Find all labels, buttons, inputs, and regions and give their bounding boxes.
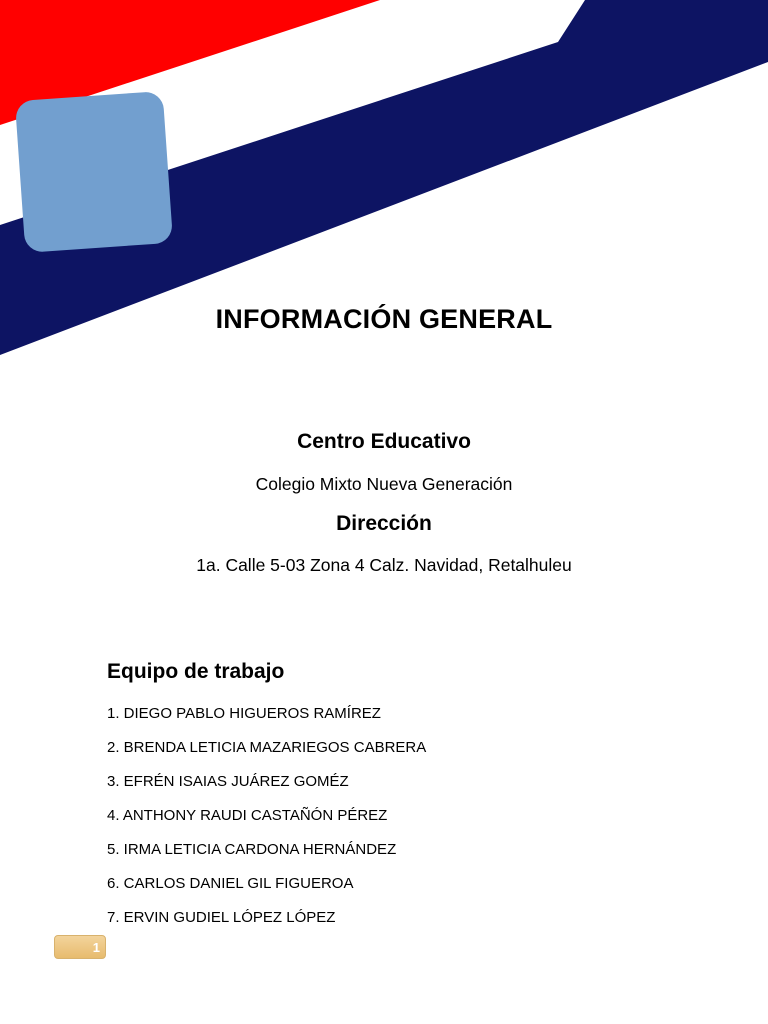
team-member-item: 4. ANTHONY RAUDI CASTAÑÓN PÉREZ (107, 807, 388, 824)
centro-educativo-name: Colegio Mixto Nueva Generación (255, 474, 513, 494)
centro-educativo-heading: Centro Educativo (297, 430, 471, 453)
equipo-heading: Equipo de trabajo (107, 660, 285, 683)
team-member-item: 2. BRENDA LETICIA MAZARIEGOS CABRERA (107, 739, 427, 756)
team-member-item: 5. IRMA LETICIA CARDONA HERNÁNDEZ (107, 841, 397, 858)
page-number-badge: 1 (54, 935, 106, 959)
direccion-heading: Dirección (336, 512, 432, 535)
page-title: INFORMACIÓN GENERAL (215, 304, 553, 334)
blue-square (15, 91, 173, 253)
team-member-item: 7. ERVIN GUDIEL LÓPEZ LÓPEZ (107, 909, 336, 926)
team-member-item: 6. CARLOS DANIEL GIL FIGUEROA (107, 875, 354, 892)
team-member-item: 1. DIEGO PABLO HIGUEROS RAMÍREZ (107, 705, 381, 722)
team-member-list (107, 704, 426, 942)
direccion-address: 1a. Calle 5-03 Zona 4 Calz. Navidad, Retalhuleu (196, 555, 572, 575)
team-member-item: 3. EFRÉN ISAIAS JUÁREZ GOMÉZ (107, 773, 349, 790)
